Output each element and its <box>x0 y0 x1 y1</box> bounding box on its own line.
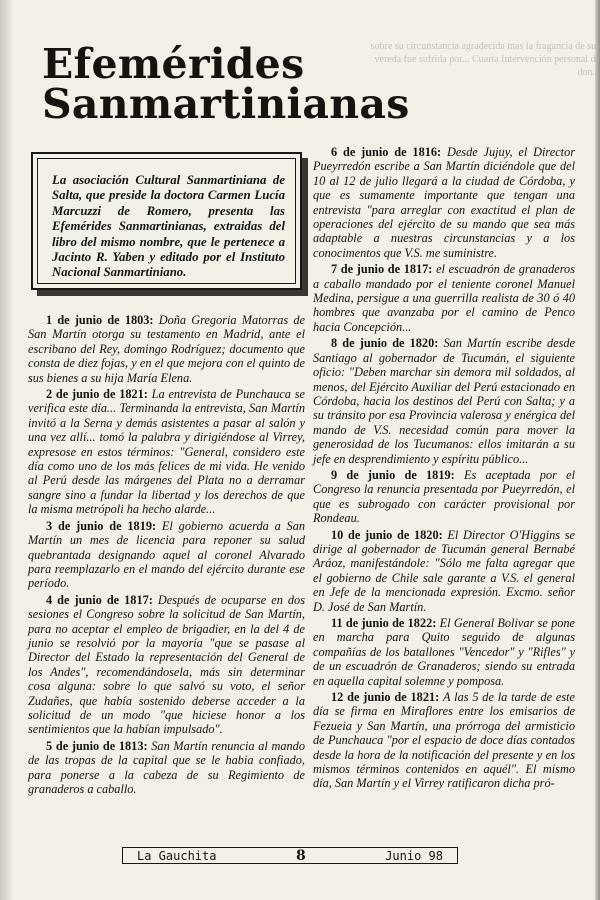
entry <box>28 593 305 737</box>
entry <box>313 336 575 466</box>
entry <box>28 387 305 517</box>
intro-box <box>31 152 302 290</box>
entry-date: 2 de junio de 1821: <box>46 387 148 402</box>
entry-date: 12 de junio de 1821: <box>331 690 440 705</box>
entry-date: 1 de junio de 1803: <box>46 313 154 327</box>
entry <box>28 519 305 591</box>
entry-text: San Martín renuncia al mando de las tropas de la capital que se le habia confiado, para ponerse a la cabeza de su Regimiento de granaderos a caballo. <box>28 738 305 796</box>
entry <box>28 313 305 385</box>
entry-date: 9 de junio de 1819: <box>331 467 455 482</box>
entry-text: Es aceptada por el Congreso la renuncia presentada por Pueyrredón, el que es subrogado con carácter provisional por Rondeau. <box>313 467 575 526</box>
entry <box>313 616 575 688</box>
entry <box>313 468 575 526</box>
page-title <box>42 40 410 128</box>
entry-date: 5 de junio de 1813: <box>46 738 148 753</box>
left-column <box>28 313 305 798</box>
footer-publication: La Gauchita <box>137 848 217 863</box>
right-column <box>313 145 575 793</box>
entry-text: Después de ocuparse en dos sesiones el Congreso sobre la solicitud de San Martín, para no aceptar el empleo de brigadier, en la del 4 de junio se resolvió por la mayoría "que se pasase al Director del Estado la representación del General de los Andes", recomendándosela, más sin determinar cosa alguna: sobre lo que salvó su voto, el señor Zudañes, que había sostenido deberse acceder a la solicitud de un modo "que hiciese honor a los sentimientos que la habían impulsado". <box>28 592 305 737</box>
entry-text: El gobierno acuerda a San Martín un mes de licencia para reponer su salud quebrantada designando aquel al coronel Alvarado para reemplazarlo en el mando del ejército durante ese período. <box>28 518 305 591</box>
entry <box>28 739 305 797</box>
entry-text: La entrevista de Punchauca se verifica este día... Terminanda la entrevista, San Martín invitó a la Serna y demás asistentes a pasar al salón y una vez allí... tomó la palabra y dirigiéndose al Virrey, expresose en estos términos: "General, considero este día como uno de los más felices de mi vida. He venido al Perú desde las márgenes del Plata no a derramar sangre sino a fundar la libertad y los derechos de que la misma metrópoli ha hecho alarde... <box>28 387 305 517</box>
entry-date: 10 de junio de 1820: <box>331 527 443 542</box>
entry-date: 8 de junio de 1820: <box>331 336 439 351</box>
entry-text: Desde Jujuy, el Director Pueyrredón escribe a San Martín diciéndole que del 10 al 12 de julio llegará a la ciudad de Córdoba, y que es sumamente importante que tengan una entrevista "para arreglar con exactitud el plan de operaciones del ejército de su mando que sea más adaptable a nuestras circunstancias y a los conocimentos que V.S. me suministre. <box>313 145 575 260</box>
entry-text: Doña Gregoria Matorras de San Martín otorga su testamento en Madrid, ante el escribano del Rey, domingo Rodríguez; documento que consta de diez fojas, y en el que mejora con el quinto de sus bienes a su hija María Elena. <box>28 313 305 385</box>
entry-date: 4 de junio de 1817: <box>46 592 153 607</box>
intro-text: La asociación Cultural Sanmartiniana de Salta, que preside la doctora Carmen Lucía Marcuzzi de Romero, presenta las Efemérides Sanmartinianas, extraidas del libro del mismo nombre, que le pertenece a Jacinto R. Yaben y editado por el Instituto Nacional Sanmartiniano. <box>37 158 296 284</box>
bleed-through-text: sobre su circunstancia agradecida mas la fragancia de sus vereda fue sufrida por... Cuarta Intervención personal de don... <box>370 41 600 78</box>
title-line-2: Sanmartinianas <box>42 80 410 128</box>
entry-text: El Director O'Higgins se dirige al gobernador de Tucumán general Bernabé Aráoz, manifestándole: "Sólo me falta agregar que el gobierno de Chile sale garante a V.S. el general en Jefe de la mencionada expresión. Excmo. señor D. José de San Martín. <box>313 527 576 614</box>
entry-text: El General Bolivar se pone en marcha para Quito seguido de algunas compañías de los batallones "Vencedor" y "Rifles" y de un escuadrón de Granaderos; siendo su entrada en aquella capital solemne y pomposa. <box>313 616 575 688</box>
entry-text: A las 5 de la tarde de este día se firma en Miraflores entre los emisarios de Fezueia y San Martín, una prórroga del armisticio de Punchauca "por el espacio de doce días contados desde la hora de la notificación del presente y en los mismos términos contenidos en aquél". El mismo día, San Martín y el Virrey ratificaron dicha pró- <box>313 690 575 791</box>
entry <box>313 262 575 334</box>
footer-issue-date: Junio 98 <box>385 848 443 863</box>
entry-text: San Martín escribe desde Santiago al gobernador de Tucumán, el siguiente oficio: "Deben marchar sin demora mil soldados, al menos, del Ejército Auxiliar del Perú estacionado en Córdoba, hacia los destinos del Perú con Salta; y a su tránsito por esa Provincia valerosa y enérgica del mando de V.S. necesidad común para mover la generosidad de los Tucumanos: ellos imitarán a su jefe en desprendimiento y espíritu público... <box>313 336 575 466</box>
entry-date: 3 de junio de 1819: <box>46 518 157 533</box>
entry <box>313 690 575 791</box>
entry-date: 11 de junio de 1822: <box>331 616 437 630</box>
entry-date: 7 de junio de 1817: <box>331 262 433 277</box>
entry <box>313 528 575 614</box>
entry-text: el escuadrón de granaderos a caballo mandado por el teniente coronel Manuel Medina, persigue a una guerrilla realista de 30 ó 40 hombres que avanzaba por el camino de Penco hacia Concepción... <box>313 262 575 334</box>
page-footer <box>122 847 458 864</box>
title-line-1: Efemérides <box>42 40 305 88</box>
entry-date: 6 de junio de 1816: <box>331 145 442 159</box>
footer-page-number: 8 <box>295 847 306 864</box>
entry <box>313 145 575 260</box>
page-crease-shadow <box>0 0 14 900</box>
